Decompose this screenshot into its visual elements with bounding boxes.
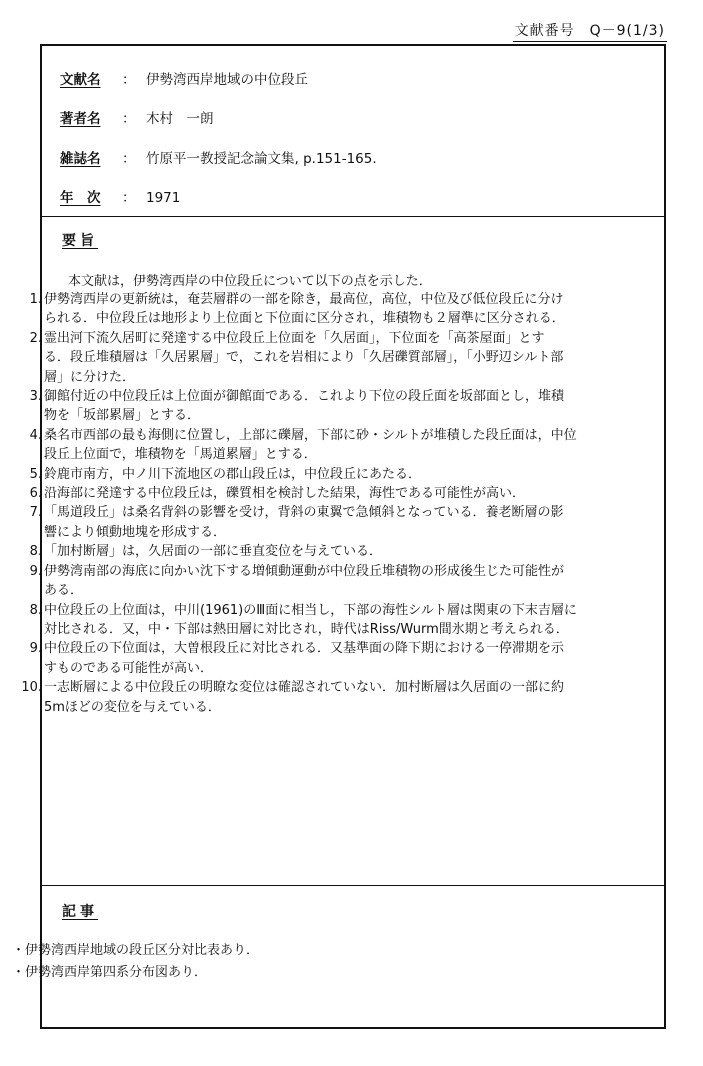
list-item [12,387,660,426]
author-row [60,107,214,127]
item-number: 4. [29,427,42,443]
item-number: 9. [29,563,42,579]
note-item: ・伊勢湾西岸第四系分布図あり． [12,965,208,980]
year-row [60,186,180,206]
title-label: 文献名 [60,72,101,88]
list-item [12,465,660,484]
item-number: 1. [29,292,42,307]
list-item [12,426,660,465]
section-divider [42,216,664,217]
list-item [12,484,660,503]
item-number: 8. [29,544,42,560]
item-text: 中位段丘の下位面は，大曽根段丘に対比される．又基準面の降下期における一停滞期を示 すものである可能性が高い． [44,641,565,676]
colon: ： [122,72,136,88]
year-label: 年 次 [60,190,101,206]
section-divider [42,885,664,886]
item-number: 9. [29,641,42,657]
colon: ： [122,111,136,127]
document-number: 文献番号 Q－9(1/3) [513,20,667,42]
item-text: 霊出河下流久居町に発達する中位段丘上位面を「久居面」，下位面を「高茶屋面」とす る．段丘堆積層は「久居累層」で，これを岩相により「久居礫質部層」，「小野辺シルト部 層」に分けた． [44,330,564,385]
item-number: 2. [29,330,42,346]
summary-list [12,290,660,717]
item-text: 「加村断層」は，久居面の一部に垂直変位を与えている． [44,544,383,560]
list-item [12,542,660,561]
title-value: 伊勢湾西岸地域の中位段丘 [146,72,308,88]
item-text: 「馬道段丘」は桑名背斜の影響を受け，背斜の東翼で急傾斜となっている．養老断層の影 響により傾動地塊を形成する． [44,505,564,540]
year-value: 1971 [146,190,181,206]
colon: ： [122,151,136,167]
record-frame [12,44,666,1029]
item-text: 伊勢湾西岸の更新統は，奄芸層群の一部を除き，最高位，高位，中位及び低位段丘に分け られる．中位段丘は地形より上位面と下位面に区分され，堆積物も２層準に区分される． [44,292,565,327]
title-row [60,68,308,88]
item-number: 3. [29,389,42,405]
journal-value: 竹原平一教授記念論文集, p.151-165. [146,151,377,167]
list-item [12,562,660,601]
colon: ： [122,190,136,206]
item-text: 鈴鹿市南方，中ノ川下流地区の郡山段丘は，中位段丘にあたる． [44,466,422,482]
list-item [12,601,660,640]
item-text: 中位段丘の上位面は，中川(1961)のⅢ面に相当し，下部の海性シルト層は関東の下末吉層に 対比される．又，中・下部は熱田層に対比され，時代はRiss/Wurm間氷期と考えられる． [44,602,577,637]
summary-intro: 本文献は，伊勢湾西岸の中位段丘について以下の点を示した． [68,274,432,289]
note-item: ・伊勢湾西岸地域の段丘区分対比表あり． [12,943,260,958]
list-item [12,503,660,542]
item-text: 伊勢湾南部の海底に向かい沈下する増傾動運動が中位段丘堆積物の形成後生じた可能性が ある． [44,563,565,599]
item-number: 6. [29,486,42,502]
item-text: 桑名市西部の最も海側に位置し，上部に礫層，下部に砂・シルトが堆積した段丘面は，中位 段丘上位面で，堆積物を「馬道累層」とする． [44,427,577,463]
notes-heading: 記事 [62,904,98,920]
list-item [12,639,660,678]
list-item [12,290,660,329]
author-value: 木村 一朗 [146,111,214,127]
journal-label: 雑誌名 [60,151,101,167]
author-label: 著者名 [60,111,101,127]
item-text: 一志断層による中位段丘の明瞭な変位は確認されていない．加村断層は久居面の一部に約 5mほどの変位を与えている． [44,680,565,715]
list-item [12,678,660,717]
item-number: 10. [21,680,42,696]
item-number: 7. [29,505,42,521]
item-number: 8. [29,602,42,618]
bibliographic-info [42,46,664,216]
item-text: 御館付近の中位段丘は上位面が御館面である．これより下位の段丘面を坂部面とし，堆積 物を「坂部累層」とする． [44,389,565,424]
item-text: 沿海部に発達する中位段丘は，礫質相を検討した結果，海性である可能性が高い． [44,486,526,502]
summary-heading: 要旨 [62,233,98,249]
item-number: 5. [29,466,42,482]
journal-row [60,147,377,167]
list-item [12,329,660,387]
